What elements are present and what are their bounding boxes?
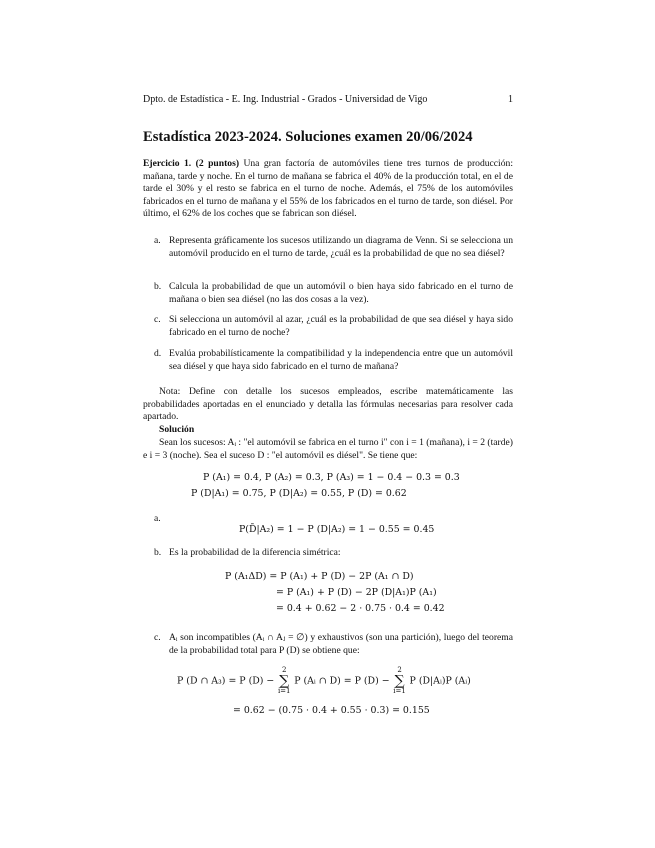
part-b-text: Es la probabilidad de la diferencia simétrica: bbox=[169, 547, 341, 558]
question-label: c. bbox=[154, 314, 161, 325]
summation-symbol: 2 ∑ i=1 bbox=[277, 666, 291, 695]
part-a-label: a. bbox=[154, 513, 161, 524]
page-number: 1 bbox=[508, 94, 513, 105]
exercise-note: Nota: Define con detalle los sucesos empleados, escribe matemáticamente las probabilidades aportadas en el enunciado y detalla las fórmulas necesarias para resolver cada apartado. bbox=[143, 386, 513, 423]
part-c-text: Aᵢ son incompatibles (Aᵢ ∩ Aⱼ = ∅) y exhaustivos (son una partición), luego del teorema de la probabilidad total para P (D) se obtiene que: bbox=[169, 632, 513, 656]
equation-rhs: P (D|Aᵢ)P (Aᵢ) bbox=[409, 675, 471, 687]
question-text: Si selecciona un automóvil al azar, ¿cuál es la probabilidad de que sea diésel y haya sido fabricado en el turno de noche? bbox=[169, 314, 513, 338]
question-label: d. bbox=[154, 348, 162, 359]
part-c-equation-1 bbox=[177, 667, 471, 695]
exercise-statement bbox=[143, 158, 513, 221]
part-b-equation-3: = 0.4 + 0.62 − 2 · 0.75 · 0.4 = 0.42 bbox=[276, 603, 445, 614]
exercise-text: Una gran factoría de automóviles tiene tres turnos de producción: mañana, tarde y noche. En el turno de mañana se fabrica el 40% de la producción total, en el de tarde el 30% y el resto se fabrica en el turno de noche. Además, el 75% de los automóviles fabricados en el turno de mañana y el 55% de los fabricados en el turno de tarde, son diésel. Por último, el 62% de los coches que se fabrican son diésel. bbox=[143, 158, 513, 220]
given-probabilities-1: P (A₁) = 0.4, P (A₂) = 0.3, P (A₃) = 1 − 0.4 − 0.3 = 0.3 bbox=[203, 472, 460, 483]
part-b-label: b. bbox=[154, 547, 162, 558]
given-probabilities-2: P (D|A₁) = 0.75, P (D|A₂) = 0.55, P (D) = 0.62 bbox=[191, 488, 407, 499]
question-text: Evalúa probabilísticamente la compatibilidad y la independencia entre que un automóvil sea diésel y que haya sido fabricado en el turno de mañana? bbox=[169, 348, 513, 372]
part-b-equation-2: = P (A₁) + P (D) − 2P (D|A₁)P (A₁) bbox=[276, 587, 437, 598]
summation-symbol: 2 ∑ i=1 bbox=[393, 666, 406, 695]
running-header bbox=[143, 94, 513, 107]
header-text: Dpto. de Estadística - E. Ing. Industrial - Grados - Universidad de Vigo bbox=[143, 94, 428, 105]
part-a-equation: P(D̄|A₂) = 1 − P (D|A₂) = 1 − 0.55 = 0.45 bbox=[239, 524, 435, 535]
part-c-label: c. bbox=[154, 632, 161, 643]
solution-intro: Sean los sucesos: Aᵢ : "el automóvil se fabrica en el turno i" con i = 1 (mañana), i = 2 (tarde) e i = 3 (noche). Sea el suceso D : "el automóvil es diésel". Se tiene que: bbox=[143, 437, 513, 461]
question-text: Representa gráficamente los sucesos utilizando un diagrama de Venn. Si se selecciona un automóvil producido en el turno de tarde, ¿cuál es la probabilidad de que no sea diésel? bbox=[169, 235, 513, 259]
question-label: b. bbox=[154, 281, 162, 292]
document-title: Estadística 2023-2024. Soluciones examen 20/06/2024 bbox=[143, 129, 473, 145]
question-text: Calcula la probabilidad de que un automóvil o bien haya sido fabricado en el turno de mañana o bien sea diésel (no las dos cosas a la vez). bbox=[169, 281, 513, 305]
part-b-equation-1: P (A₁ΔD) = P (A₁) + P (D) − 2P (A₁ ∩ D) bbox=[225, 571, 414, 582]
part-c-equation-2: = 0.62 − (0.75 · 0.4 + 0.55 · 0.3) = 0.155 bbox=[233, 705, 430, 716]
solution-heading: Solución bbox=[159, 424, 195, 435]
question-label: a. bbox=[154, 235, 161, 246]
equation-mid: P (Aᵢ ∩ D) = P (D) − bbox=[294, 675, 390, 687]
exercise-points: (2 puntos) bbox=[195, 158, 240, 169]
exercise-label: Ejercicio 1. bbox=[143, 158, 192, 169]
equation-lhs: P (D ∩ A₃) = P (D) − bbox=[177, 675, 275, 687]
